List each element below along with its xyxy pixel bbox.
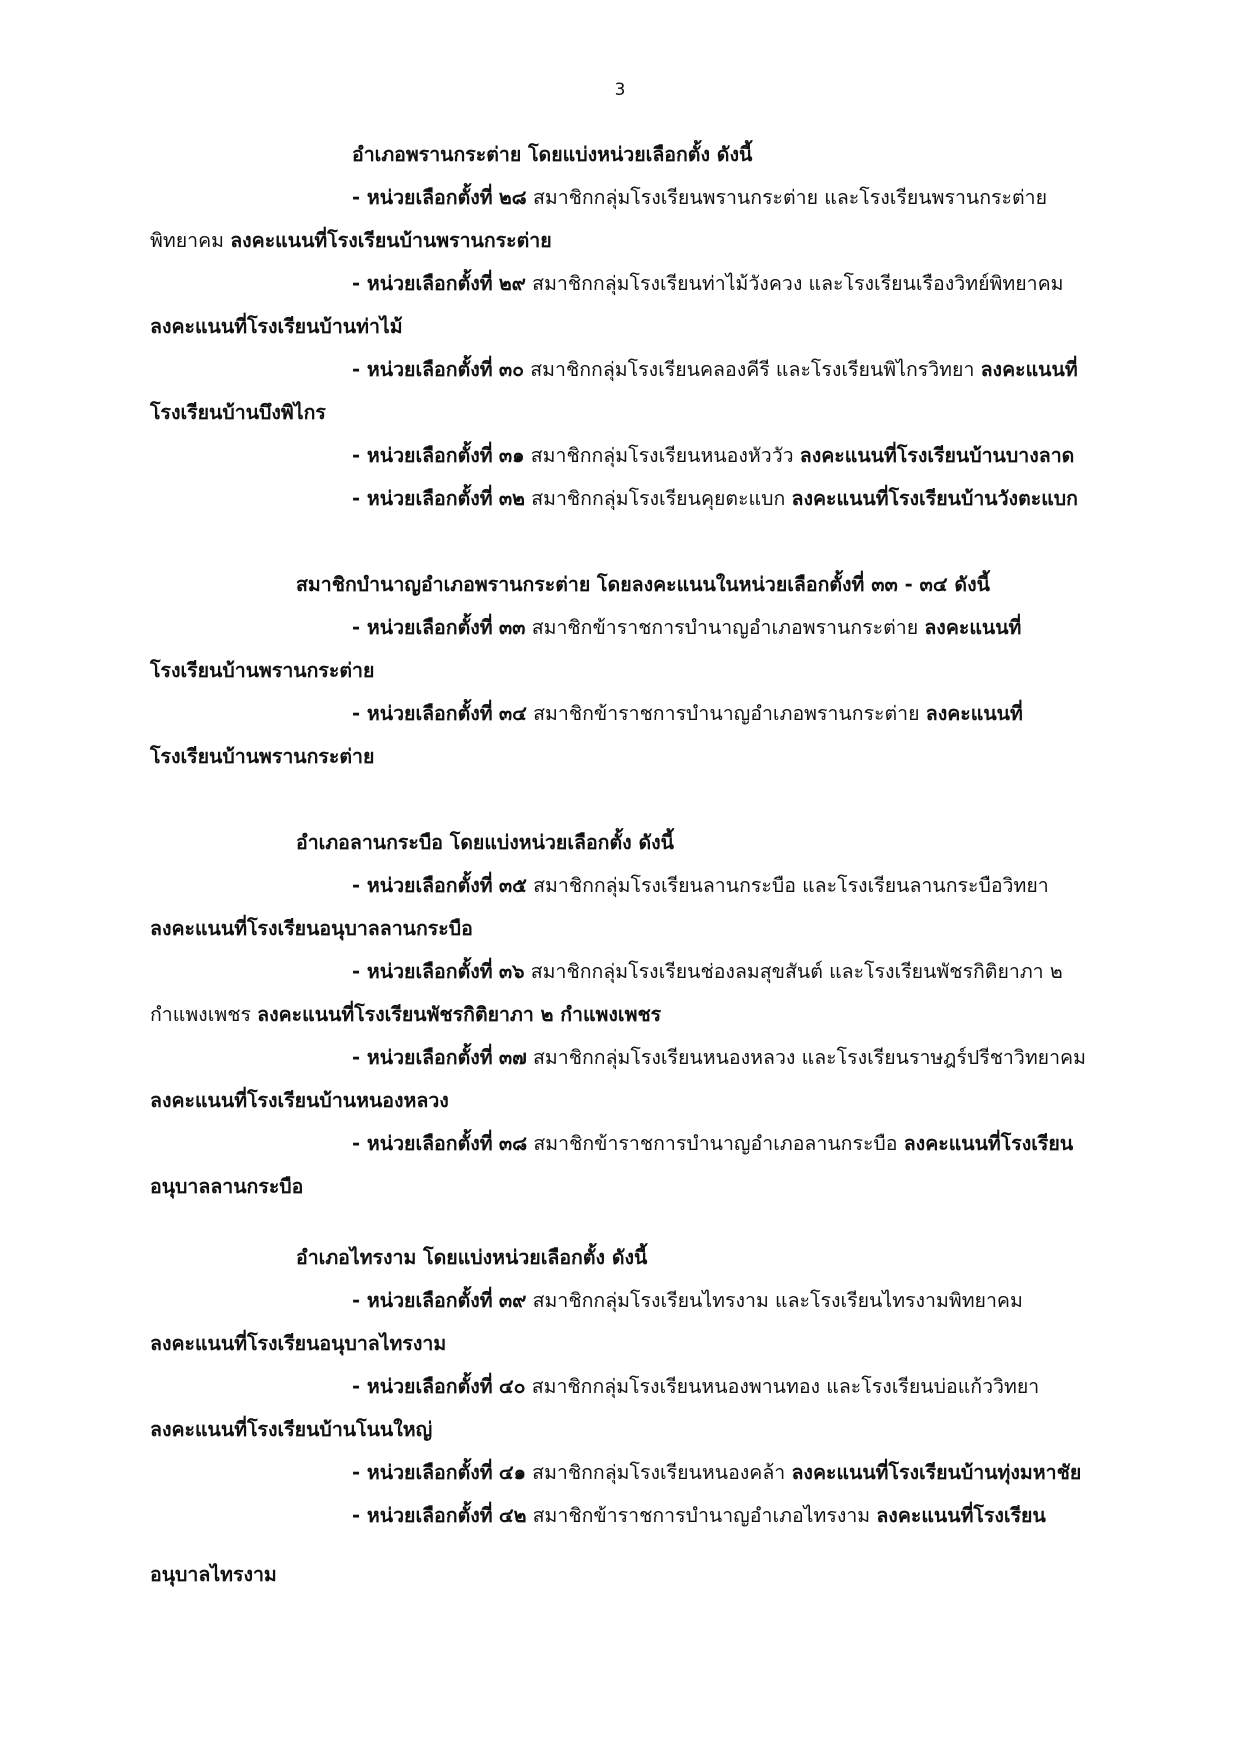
unit-41-line: - หน่วยเลือกตั้งที่ ๔๑ สมาชิกกลุ่มโรงเรียนหนองคล้า ลงคะแนนที่โรงเรียนบ้านทุ่งมหาชัย: [352, 1461, 1082, 1484]
unit-34-line2: โรงเรียนบ้านพรานกระต่าย: [150, 745, 375, 768]
section-heading-lankrabue: อำเภอลานกระบือ โดยแบ่งหน่วยเลือกตั้ง ดังนี้: [296, 831, 674, 854]
unit-39-line2: ลงคะแนนที่โรงเรียนอนุบาลไทรงาม: [150, 1332, 447, 1355]
unit-30-line1: - หน่วยเลือกตั้งที่ ๓๐ สมาชิกกลุ่มโรงเรียนคลองคีรี และโรงเรียนพิไกรวิทยา ลงคะแนนที่: [352, 358, 1078, 381]
unit-37-line2: ลงคะแนนที่โรงเรียนบ้านหนองหลวง: [150, 1089, 449, 1112]
unit-31-line: - หน่วยเลือกตั้งที่ ๓๑ สมาชิกกลุ่มโรงเรียนหนองหัววัว ลงคะแนนที่โรงเรียนบ้านบางลาด: [352, 444, 1075, 467]
unit-29-line1: - หน่วยเลือกตั้งที่ ๒๙ สมาชิกกลุ่มโรงเรียนท่าไม้วังควง และโรงเรียนเรืองวิทย์พิทยาคม: [352, 272, 1064, 295]
unit-36-line2: กำแพงเพชร ลงคะแนนที่โรงเรียนพัชรกิติยาภา ๒ กำแพงเพชร: [150, 1003, 662, 1026]
unit-38-line1: - หน่วยเลือกตั้งที่ ๓๘ สมาชิกข้าราชการบำนาญอำเภอลานกระบือ ลงคะแนนที่โรงเรียน: [352, 1132, 1074, 1155]
unit-30-line2: โรงเรียนบ้านบึงพิไกร: [150, 401, 326, 424]
unit-28-line1: - หน่วยเลือกตั้งที่ ๒๘ สมาชิกกลุ่มโรงเรียนพรานกระต่าย และโรงเรียนพรานกระต่าย: [352, 186, 1048, 209]
section-heading-saingam: อำเภอไทรงาม โดยแบ่งหน่วยเลือกตั้ง ดังนี้: [296, 1246, 648, 1269]
unit-33-line1: - หน่วยเลือกตั้งที่ ๓๓ สมาชิกข้าราชการบำนาญอำเภอพรานกระต่าย ลงคะแนนที่: [352, 616, 1022, 639]
unit-38-line2: อนุบาลลานกระบือ: [150, 1175, 304, 1198]
unit-28-line2: พิทยาคม ลงคะแนนที่โรงเรียนบ้านพรานกระต่าย: [150, 229, 552, 252]
unit-37-line1: - หน่วยเลือกตั้งที่ ๓๗ สมาชิกกลุ่มโรงเรียนหนองหลวง และโรงเรียนราษฎร์ปรีชาวิทยาคม: [352, 1046, 1086, 1069]
unit-33-line2: โรงเรียนบ้านพรานกระต่าย: [150, 659, 375, 682]
unit-36-line1: - หน่วยเลือกตั้งที่ ๓๖ สมาชิกกลุ่มโรงเรียนช่องลมสุขสันต์ และโรงเรียนพัชรกิติยาภา ๒: [352, 960, 1063, 983]
unit-42-line2: อนุบาลไทรงาม: [150, 1563, 277, 1586]
page-number: 3: [614, 80, 626, 100]
section-heading-pensioners-phrankratai: สมาชิกบำนาญอำเภอพรานกระต่าย โดยลงคะแนนในหน่วยเลือกตั้งที่ ๓๓ - ๓๔ ดังนี้: [296, 573, 990, 596]
unit-35-line2: ลงคะแนนที่โรงเรียนอนุบาลลานกระบือ: [150, 917, 473, 940]
unit-35-line1: - หน่วยเลือกตั้งที่ ๓๕ สมาชิกกลุ่มโรงเรียนลานกระบือ และโรงเรียนลานกระบือวิทยา: [352, 874, 1049, 897]
unit-42-line1: - หน่วยเลือกตั้งที่ ๔๒ สมาชิกข้าราชการบำนาญอำเภอไทรงาม ลงคะแนนที่โรงเรียน: [352, 1504, 1046, 1527]
unit-39-line1: - หน่วยเลือกตั้งที่ ๓๙ สมาชิกกลุ่มโรงเรียนไทรงาม และโรงเรียนไทรงามพิทยาคม: [352, 1289, 1023, 1312]
unit-40-line2: ลงคะแนนที่โรงเรียนบ้านโนนใหญ่: [150, 1418, 433, 1441]
unit-32-line: - หน่วยเลือกตั้งที่ ๓๒ สมาชิกกลุ่มโรงเรียนคุยตะแบก ลงคะแนนที่โรงเรียนบ้านวังตะแบก: [352, 487, 1078, 510]
unit-40-line1: - หน่วยเลือกตั้งที่ ๔๐ สมาชิกกลุ่มโรงเรียนหนองพานทอง และโรงเรียนบ่อแก้ววิทยา: [352, 1375, 1040, 1398]
section-heading-phrankratai: อำเภอพรานกระต่าย โดยแบ่งหน่วยเลือกตั้ง ดังนี้: [352, 143, 753, 166]
unit-34-line1: - หน่วยเลือกตั้งที่ ๓๔ สมาชิกข้าราชการบำนาญอำเภอพรานกระต่าย ลงคะแนนที่: [352, 702, 1023, 725]
unit-29-line2: ลงคะแนนที่โรงเรียนบ้านท่าไม้: [150, 315, 403, 338]
